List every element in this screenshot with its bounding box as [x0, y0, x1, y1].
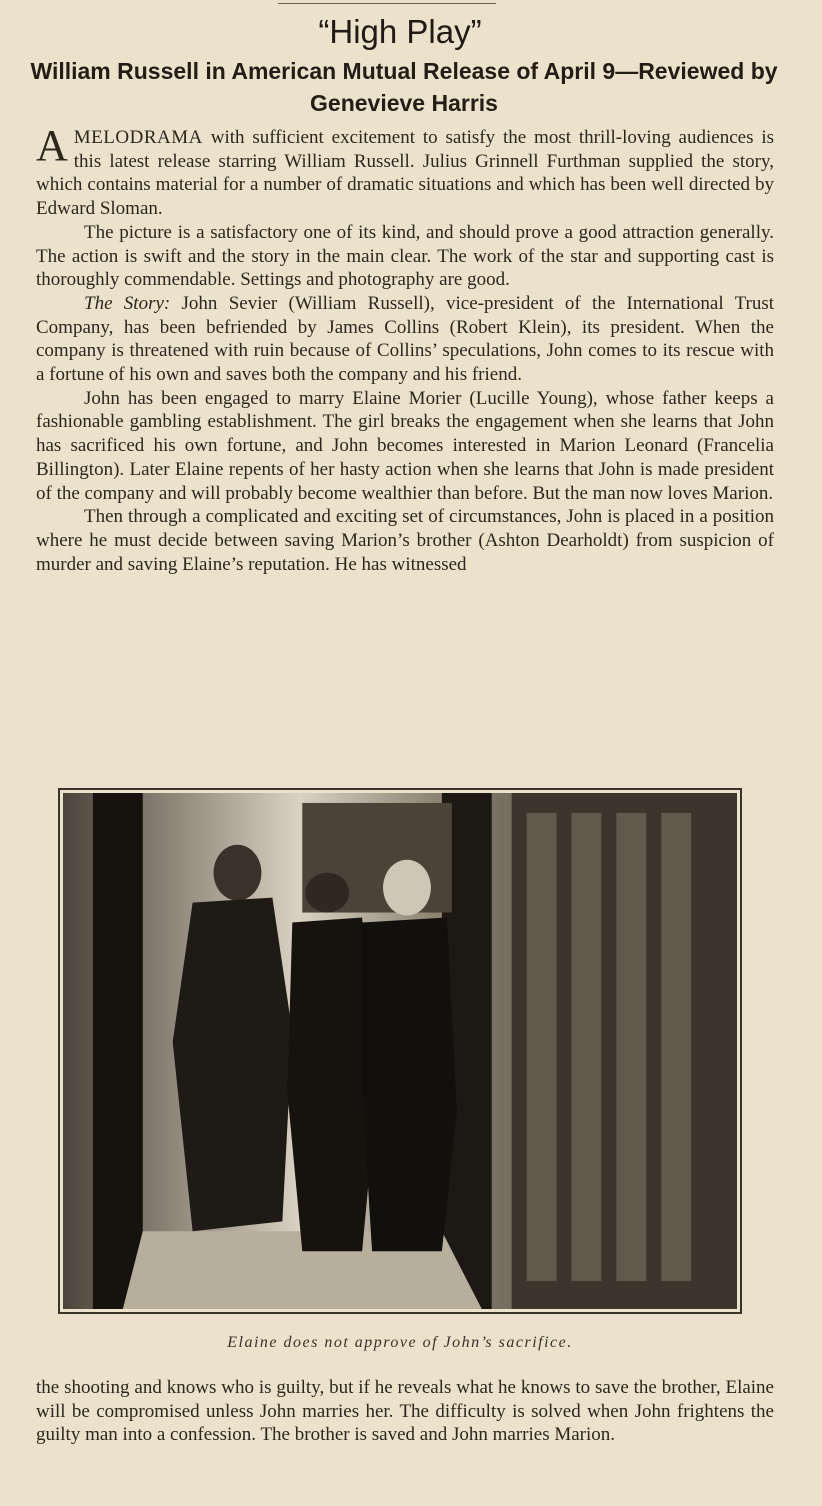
photo-frame	[58, 788, 742, 1314]
photo-caption: Elaine does not approve of John’s sacrifice.	[227, 1334, 573, 1351]
article-subtitle: William Russell in American Mutual Release of April 9—Reviewed by Genevieve Harris	[30, 58, 778, 116]
paragraph-4: John has been engaged to marry Elaine Morier (Lucille Young), whose father keeps a fashionable gambling establishment. The girl breaks the engagement when she learns that John has sacrificed his own fortune, and John becomes interested in Marion Leonard (Francelia Billington). Later Elaine repents of her hasty action when she learns that John is made president of the company and will probably become wealthier than before. But the man now loves Marion.	[36, 387, 774, 504]
paragraph-2: The picture is a satisfactory one of its kind, and should prove a good attraction generally. The action is swift and the story in the main clear. The work of the star and supporting cast is thoroughly commendable. Settings and photography are good.	[36, 221, 774, 291]
article-body-bottom	[36, 1376, 774, 1447]
film-still-photo	[63, 793, 737, 1309]
story-label: The Story:	[84, 292, 171, 314]
paragraph-6: the shooting and knows who is guilty, but if he reveals what he knows to save the brother, Elaine will be compromised unless John marries her. The difficulty is solved when John frightens the guilty man into a confession. The brother is saved and John marries Marion.	[36, 1377, 774, 1446]
paragraph-1	[36, 121, 774, 221]
article-title: “High Play”	[318, 13, 482, 50]
paragraph-3-text: John Sevier (William Russell), vice-president of the International Trust Company, has been befriended by James Collins (Robert Klein), its president. When the company is threatened with ruin because of Collins’ speculations, John comes to its rescue with a fortune of his own and saves both the company and his friend.	[36, 292, 775, 386]
drop-cap: A	[36, 121, 68, 170]
top-rule	[278, 3, 496, 4]
paragraph-1-text: with sufficient excitement to satisfy the most thrill-loving audiences is this latest release starring William Russell. Julius Grinnell Furthman supplied the story, which contains material for a number of dramatic situations and which has been well directed by Edward Sloman.	[36, 127, 774, 220]
paragraph-1-smallcaps: MELODRAMA	[73, 127, 203, 148]
paragraph-5: Then through a complicated and exciting set of circumstances, John is placed in a position where he must decide between saving Marion’s brother (Ashton Dearholdt) from suspicion of murder and saving Elaine’s reputation. He has witnessed	[36, 506, 774, 575]
article-body-top	[36, 121, 775, 576]
paragraph-3	[36, 292, 774, 387]
